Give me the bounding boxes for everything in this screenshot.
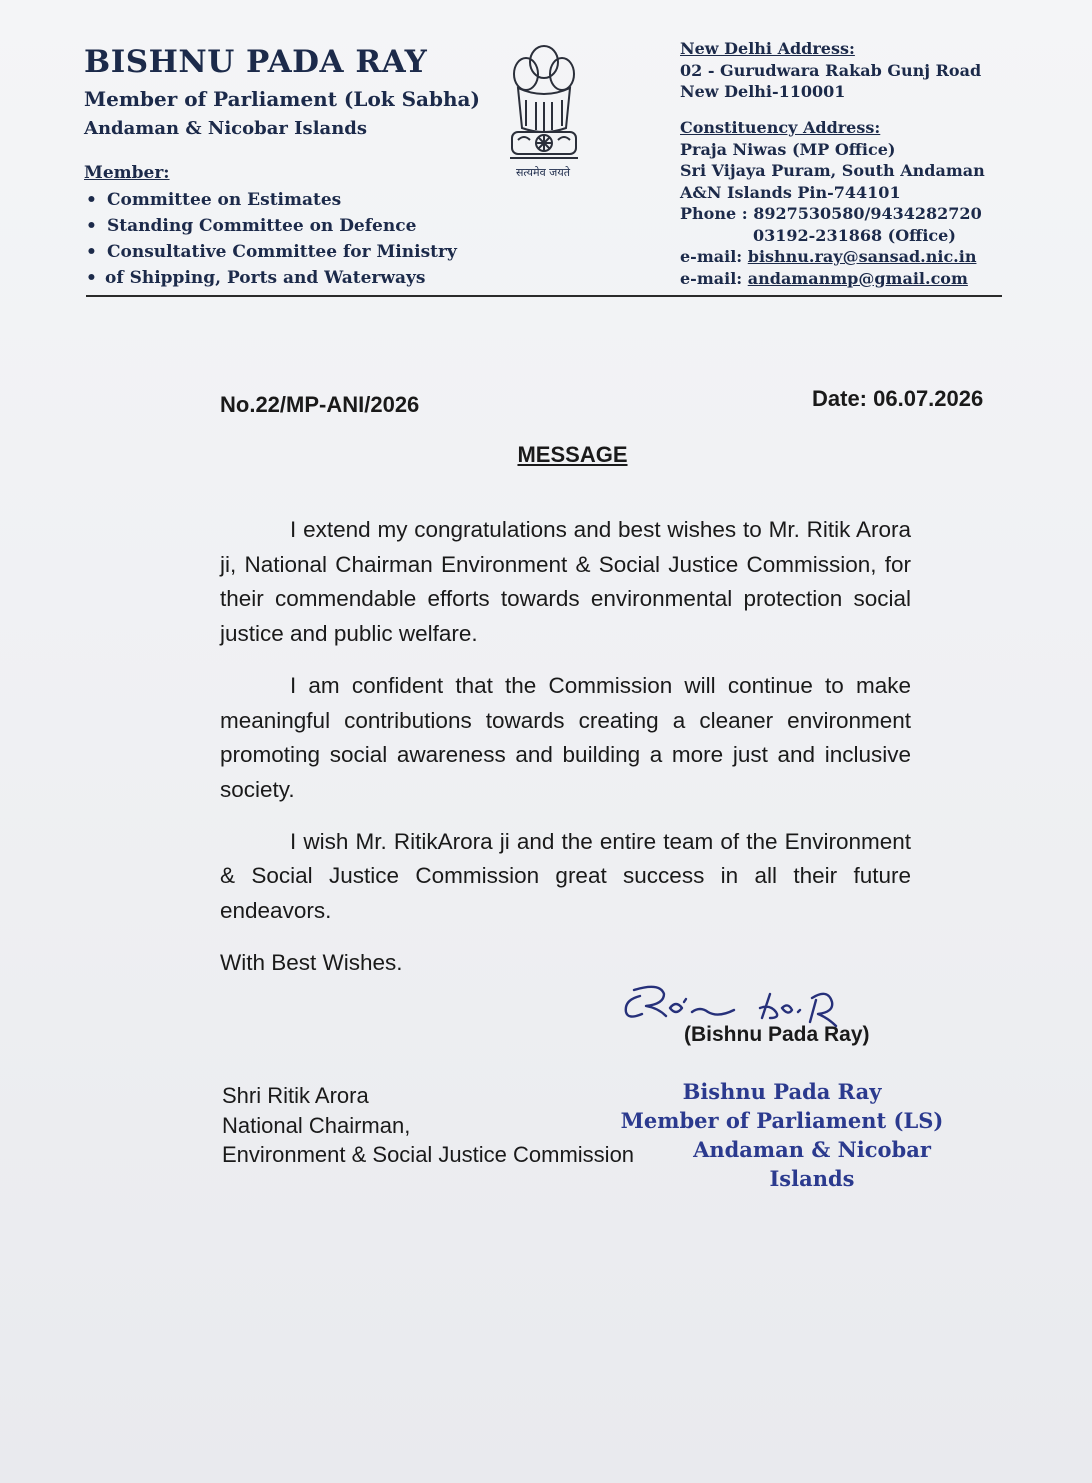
constituency-address-block (680, 117, 985, 289)
message-title: MESSAGE (517, 442, 628, 467)
email-row (680, 268, 985, 290)
message-paragraph: I extend my congratulations and best wishes to Mr. Ritik Arora ji, National Chairman Environment & Social Justice Commission, for their commendable efforts towards environmental protection social justice and public welfare. (220, 517, 911, 647)
closing-line: With Best Wishes. (220, 950, 403, 975)
stamp-line: Member of Parliament (LS) (620, 1108, 944, 1133)
letterhead-divider (86, 295, 1002, 297)
reference-number: No.22/MP-ANI/2026 (220, 392, 420, 417)
email-label: e-mail: (680, 268, 748, 288)
national-emblem-icon (496, 40, 592, 180)
stamp-line: Bishnu Pada Ray (682, 1079, 882, 1104)
official-stamp (612, 1077, 952, 1193)
recipient-line: National Chairman, (222, 1112, 411, 1138)
sender-name: BISHNU PADA RAY (84, 44, 428, 80)
delhi-address-block (680, 38, 981, 103)
delhi-address-line: 02 - Gurudwara Rakab Gunj Road (680, 60, 982, 80)
constituency-address-line: Praja Niwas (MP Office) (680, 139, 896, 159)
delhi-address-line: New Delhi-110001 (680, 82, 846, 101)
email-link-personal[interactable]: andamanmp@gmail.com (747, 268, 968, 288)
committee-item-continuation: • of Shipping, Ports and Waterways (84, 265, 457, 291)
constituency-address-heading: Constituency Address: (680, 118, 881, 137)
recipient-block (222, 1081, 634, 1170)
delhi-address-heading: New Delhi Address: (680, 39, 855, 58)
committee-list (84, 187, 457, 291)
committee-item: • Standing Committee on Defence (84, 213, 457, 239)
sender-region: Andaman & Nicobar Islands (84, 118, 367, 139)
email-label: e-mail: (680, 247, 748, 266)
phone-numbers: Phone : 8927530580/9434282720 (680, 204, 982, 223)
committee-item: • Consultative Committee for Ministry (84, 239, 457, 265)
constituency-address-line: A&N Islands Pin-744101 (680, 182, 901, 202)
recipient-line: Shri Ritik Arora (222, 1083, 369, 1108)
stamp-line: Andaman & Nicobar Islands (693, 1137, 931, 1191)
recipient-line: Environment & Social Justice Commission (222, 1142, 635, 1167)
message-body (220, 513, 911, 946)
email-link-official[interactable]: bishnu.ray@sansad.nic.in (747, 247, 977, 266)
message-paragraph: I wish Mr. RitikArora ji and the entire team of the Environment & Social Justice Commission great success in all their future endeavors. (220, 828, 911, 924)
email-row (680, 246, 985, 268)
sender-designation: Member of Parliament (Lok Sabha) (84, 87, 480, 111)
signatory-name: (Bishnu Pada Ray) (684, 1023, 870, 1046)
member-heading: Member: (84, 163, 170, 183)
constituency-address-line: Sri Vijaya Puram, South Andaman (680, 161, 985, 180)
emblem-motto: सत्यमेव जयते (515, 166, 570, 179)
letter-date: Date: 06.07.2026 (812, 386, 984, 411)
committee-item: • Committee on Estimates (84, 187, 457, 213)
office-phone: 03192-231868 (Office) (753, 225, 956, 245)
message-paragraph: I am confident that the Commission will continue to make meaningful contributions towards creating a cleaner environment promoting social awareness and building a more just and inclusive society. (220, 672, 911, 802)
